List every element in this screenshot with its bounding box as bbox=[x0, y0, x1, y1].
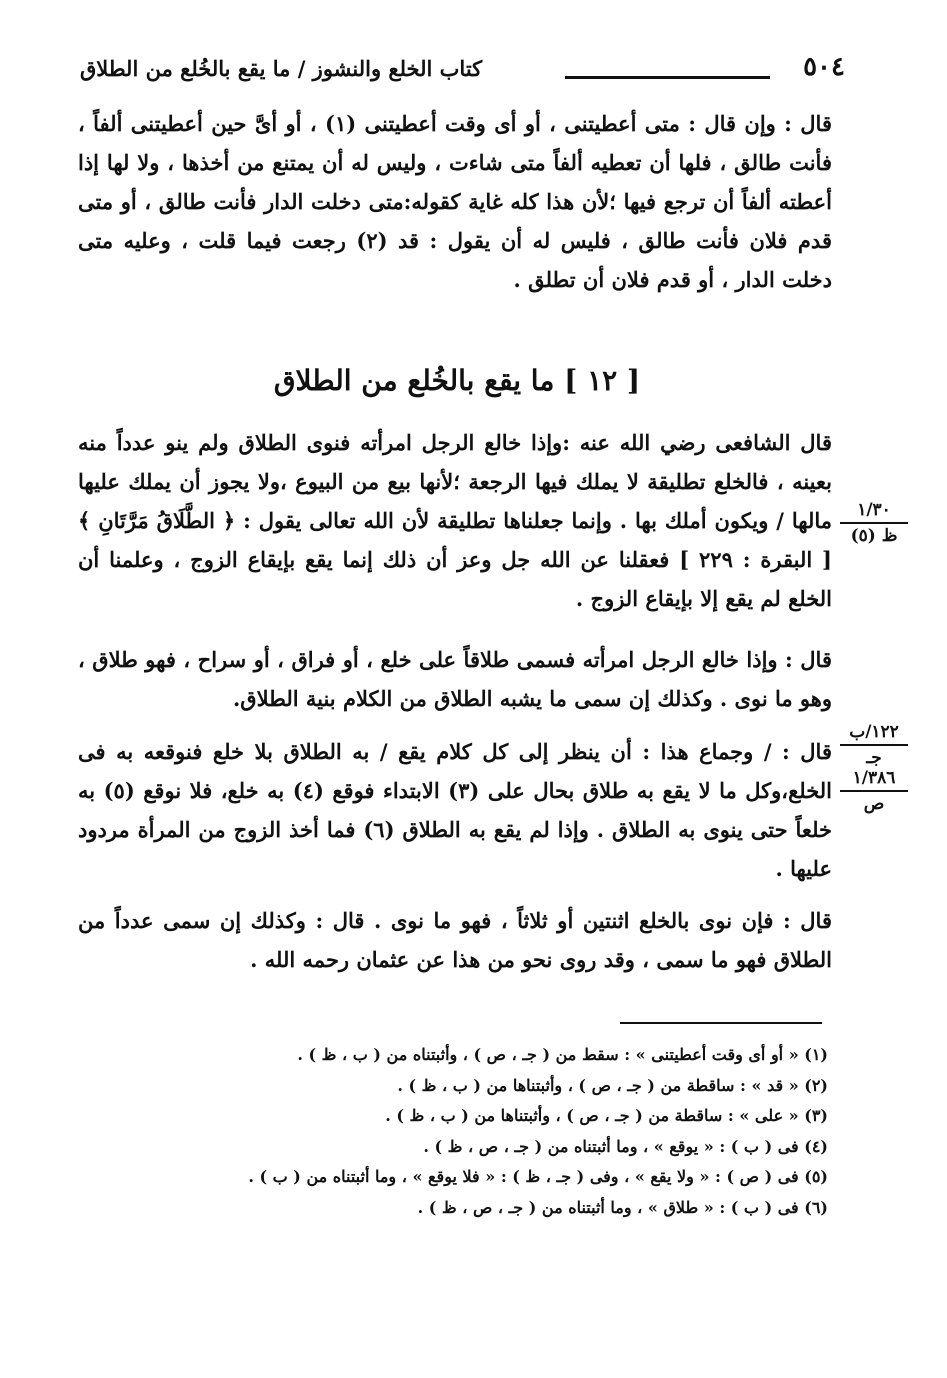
section-heading: [ ١٢ ] ما يقع بالخُلع من الطلاق bbox=[273, 364, 641, 397]
margin-ref-manuscript: جـ bbox=[866, 748, 882, 768]
footnote-5: (٥) فى ( ص ) : « ولا يقع » ، وفى ( جـ ، ظ ) : « فلا يوقع » ، وما أثبتناه من ( ب ) . bbox=[248, 1167, 828, 1186]
footnotes-list bbox=[230, 1040, 828, 1223]
margin-ref-rule bbox=[840, 522, 908, 524]
page-number: ٥٠٤ bbox=[803, 52, 845, 82]
paragraph-3: قال : وإذا خالع الرجل امرأته فسمى طلاقاً على خلع ، أو فراق ، أو سراح ، فهو طلاق ، وهو ما نوى . وكذلك إن سمى ما يشبه الطلاق من الكلام بنية الطلاق. bbox=[78, 647, 832, 711]
margin-ref-folio: ١/٣٨٦ bbox=[852, 768, 896, 788]
paragraph-4: قال : / وجماع هذا : أن ينظر إلى كل كلام يقع / به الطلاق بلا خلع فنوقعه به فى الخلع،وكل ما لا يقع به طلاق بحال على (٣) الابتداء فوقع (٤) به خلع، فلا نوقع (٥) به خلعاً حتى ينوى به الطلاق . وإذا لم يقع به الطلاق (٦) فما أخذ الزوج من المرأة مردود عليها . bbox=[78, 739, 832, 881]
margin-ref-manuscript: ظ (٥) bbox=[850, 526, 898, 546]
header-rule bbox=[565, 76, 770, 79]
margin-reference-1 bbox=[834, 500, 914, 546]
footnote-6: (٦) فى ( ب ) : « طلاق » ، وما أثبتناه من ( جـ ، ص ، ظ ) . bbox=[417, 1197, 828, 1217]
margin-ref-folio: ١/٣٠ bbox=[857, 500, 891, 520]
paragraph-2: قال الشافعى رضي الله عنه :وإذا خالع الرجل امرأته فنوى الطلاق ولم ينو عدداً منه بعينه ، فالخلع تطليقة لا يملك فيها الرجعة ؛لأنها بيع من البيوع ،ولا يجوز أن يملك عليها مالها / ويكون أملك بها . وإنما جعلناها تطليقة لأن الله تعالى يقول : ﴿ الطَّلَاقُ مَرَّتَانِ ﴾ [ البقرة : ٢٢٩ ] فعقلنا عن الله جل وعز أن ذلك إنما يقع بإيقاع الزوج ، وعلمنا أن الخلع لم يقع إلا بإيقاع الزوج . bbox=[78, 430, 832, 611]
margin-ref-rule bbox=[840, 790, 908, 792]
footnote-2: (٢) « قد » : ساقطة من ( جـ ، ص ) ، وأثبتناها من ( ب ، ظ ) . bbox=[397, 1075, 828, 1095]
margin-reference-2 bbox=[834, 722, 914, 814]
margin-ref-folio: ١٢٢/ب bbox=[849, 722, 899, 742]
paragraph-5: قال : فإن نوى بالخلع اثنتين أو ثلاثاً ، فهو ما نوى . قال : وكذلك إن سمى عدداً من الطلاق فهو ما سمى ، وقد روى نحو من هذا عن عثمان رحمه الله . bbox=[78, 908, 832, 972]
paragraph-1: قال : وإن قال : متى أعطيتنى ، أو أى وقت أعطيتنى (١) ، أو أىَّ حين أعطيتنى ألفاً ، فأنت طالق ، فلها أن تعطيه ألفاً متى شاءت ، وليس له أن يمتنع من أخذها ، ولا لها إذا أعطته ألفاً أن ترجع فيها ؛لأن هذا كله غاية كقوله:متى دخلت الدار فأنت طالق ، أو متى قدم فلان فأنت طالق ، فليس له أن يقول : قد (٢) رجعت فيما قلت ، وعليه متى دخلت الدار ، أو قدم فلان أن تطلق . bbox=[78, 111, 832, 292]
footnote-3: (٣) « على » : ساقطة من ( جـ ، ص ) ، وأثبتناها من ( ب ، ظ ) . bbox=[385, 1106, 828, 1125]
footnote-1: (١) « أو أى وقت أعطيتنى » : سقط من ( جـ ، ص ) ، وأثبتناه من ( ب ، ظ ) . bbox=[297, 1045, 828, 1064]
footnote-4: (٤) فى ( ب ) : « يوقع » ، وما أثبتناه من ( جـ ، ص ، ظ ) . bbox=[423, 1136, 828, 1156]
running-title: كتاب الخلع والنشوز / ما يقع بالخُلع من الطلاق bbox=[80, 56, 483, 81]
footnote-separator bbox=[620, 1022, 822, 1024]
page-header bbox=[80, 52, 845, 92]
margin-ref-rule bbox=[840, 744, 908, 746]
margin-ref-manuscript: ص bbox=[863, 794, 885, 814]
